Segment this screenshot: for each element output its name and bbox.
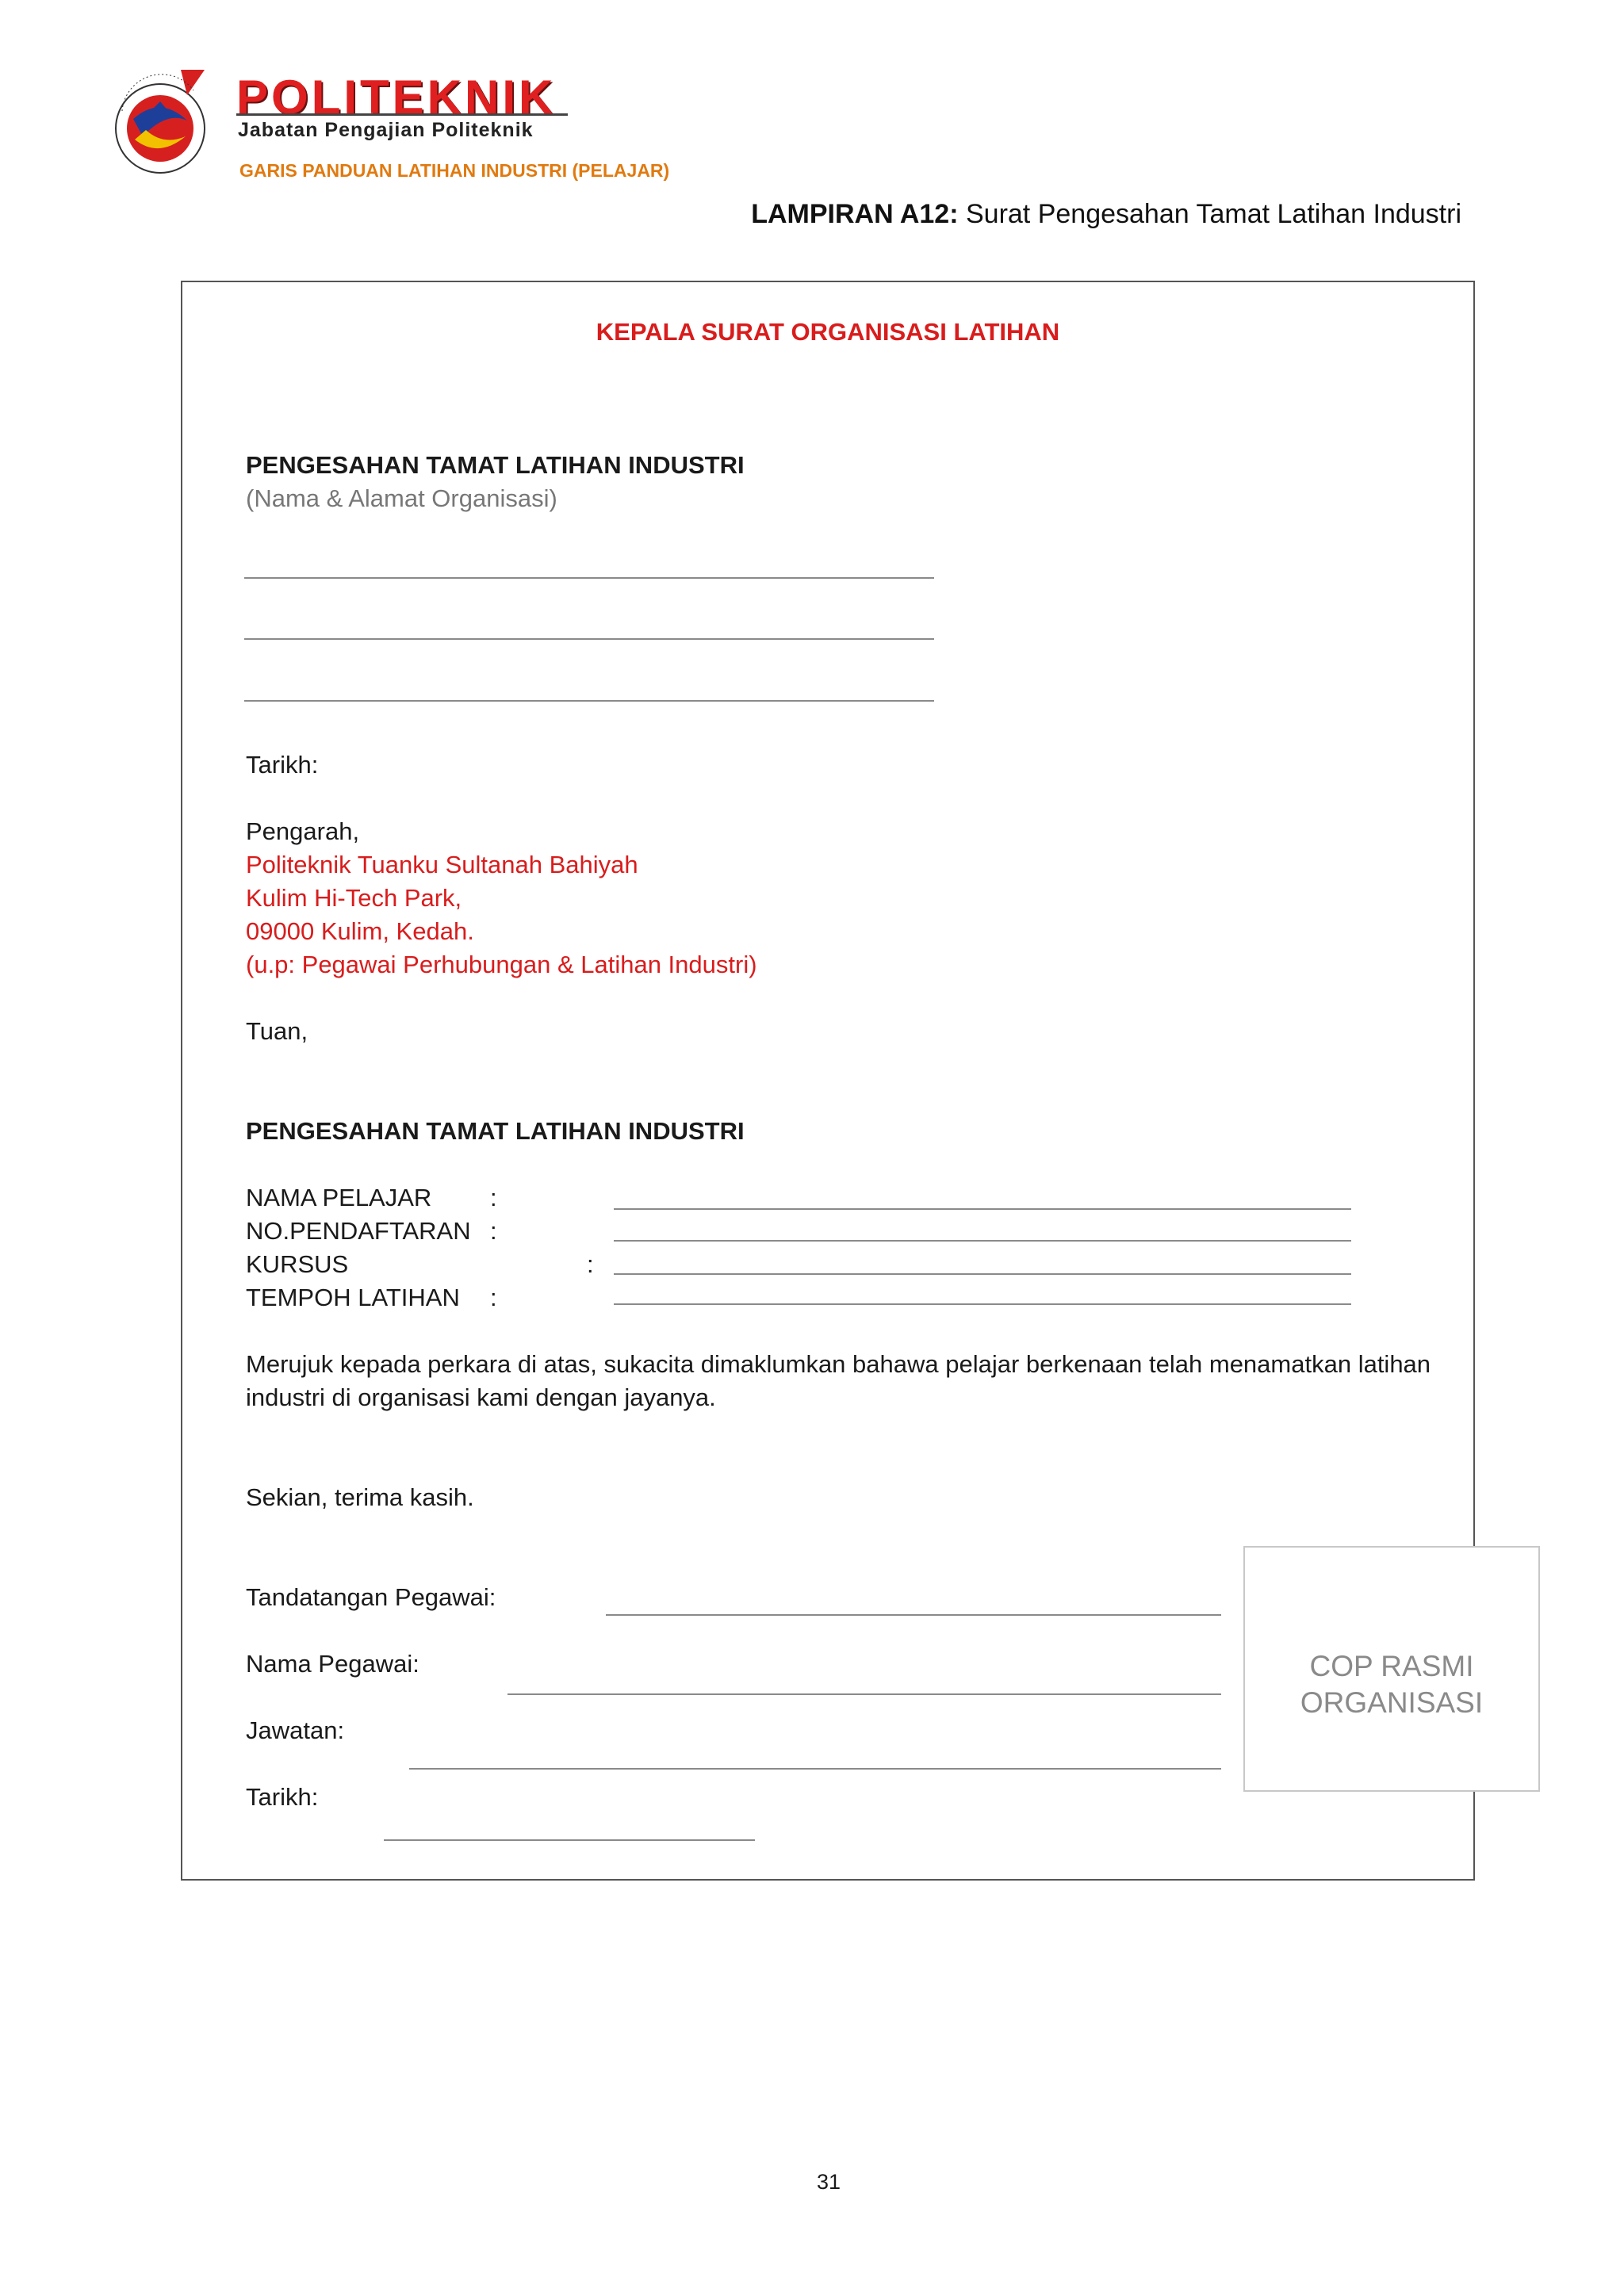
stamp-line-2: ORGANISASI bbox=[1300, 1686, 1484, 1719]
letterhead-placeholder: KEPALA SURAT ORGANISASI LATIHAN bbox=[596, 318, 1060, 346]
org-address-line-2[interactable] bbox=[244, 638, 934, 640]
officer-name-line[interactable] bbox=[508, 1693, 1221, 1695]
stamp-line-1: COP RASMI bbox=[1309, 1650, 1474, 1682]
recipient-title: Pengarah, bbox=[246, 817, 360, 845]
org-address-line-1[interactable] bbox=[244, 577, 934, 579]
salutation: Tuan, bbox=[246, 1017, 308, 1045]
course-line[interactable] bbox=[614, 1273, 1351, 1275]
closing-text: Sekian, terima kasih. bbox=[246, 1483, 474, 1511]
ministry-emblem-logo bbox=[111, 63, 214, 190]
logo-subtitle: Jabatan Pengajian Politeknik bbox=[238, 119, 534, 141]
position-line[interactable] bbox=[409, 1768, 1221, 1770]
politeknik-wordmark: POLITEKNIK bbox=[236, 71, 557, 124]
field-label-training-period: TEMPOH LATIHAN bbox=[246, 1284, 460, 1311]
signature-label: Tandatangan Pegawai: bbox=[246, 1583, 496, 1611]
organization-hint: (Nama & Alamat Organisasi) bbox=[246, 484, 557, 512]
logo-divider bbox=[236, 113, 568, 116]
page-number: 31 bbox=[816, 2170, 841, 2194]
officer-name-label: Nama Pegawai: bbox=[246, 1650, 419, 1678]
position-label: Jawatan: bbox=[246, 1716, 345, 1744]
field-colon: : bbox=[490, 1284, 497, 1311]
stamp-text bbox=[1300, 1648, 1483, 1721]
field-label-student-name: NAMA PELAJAR bbox=[246, 1184, 432, 1211]
body-paragraph-line: Merujuk kepada perkara di atas, sukacita dimaklumkan bahawa pelajar berkenaan telah menamatkan latihan bbox=[246, 1350, 1431, 1378]
org-address-line-3[interactable] bbox=[244, 700, 934, 702]
training-period-line[interactable] bbox=[614, 1303, 1351, 1305]
official-stamp-box bbox=[1243, 1546, 1540, 1792]
recipient-line: Kulim Hi-Tech Park, bbox=[246, 884, 462, 912]
appendix-title: Surat Pengesahan Tamat Latihan Industri bbox=[965, 199, 1461, 229]
guide-title: GARIS PANDUAN LATIHAN INDUSTRI (PELAJAR) bbox=[239, 160, 670, 181]
signature-date-label: Tarikh: bbox=[246, 1783, 319, 1811]
appendix-label: LAMPIRAN A12: bbox=[751, 199, 959, 229]
letter-date-label: Tarikh: bbox=[246, 751, 319, 779]
signature-date-line[interactable] bbox=[384, 1839, 755, 1841]
signature-line[interactable] bbox=[606, 1614, 1221, 1616]
field-colon: : bbox=[490, 1184, 497, 1211]
recipient-line: 09000 Kulim, Kedah. bbox=[246, 917, 474, 945]
letter-heading: PENGESAHAN TAMAT LATIHAN INDUSTRI bbox=[246, 451, 745, 479]
registration-no-line[interactable] bbox=[614, 1240, 1351, 1242]
recipient-line: Politeknik Tuanku Sultanah Bahiyah bbox=[246, 851, 638, 878]
subject-heading: PENGESAHAN TAMAT LATIHAN INDUSTRI bbox=[246, 1117, 745, 1145]
field-label-course: KURSUS bbox=[246, 1250, 349, 1278]
recipient-line: (u.p: Pegawai Perhubungan & Latihan Industri) bbox=[246, 951, 757, 978]
student-name-line[interactable] bbox=[614, 1208, 1351, 1210]
field-label-registration-no: NO.PENDAFTARAN bbox=[246, 1217, 471, 1245]
body-paragraph-line: industri di organisasi kami dengan jayanya. bbox=[246, 1383, 716, 1411]
field-colon: : bbox=[587, 1250, 594, 1278]
appendix-heading bbox=[751, 197, 1461, 232]
field-colon: : bbox=[490, 1217, 497, 1245]
